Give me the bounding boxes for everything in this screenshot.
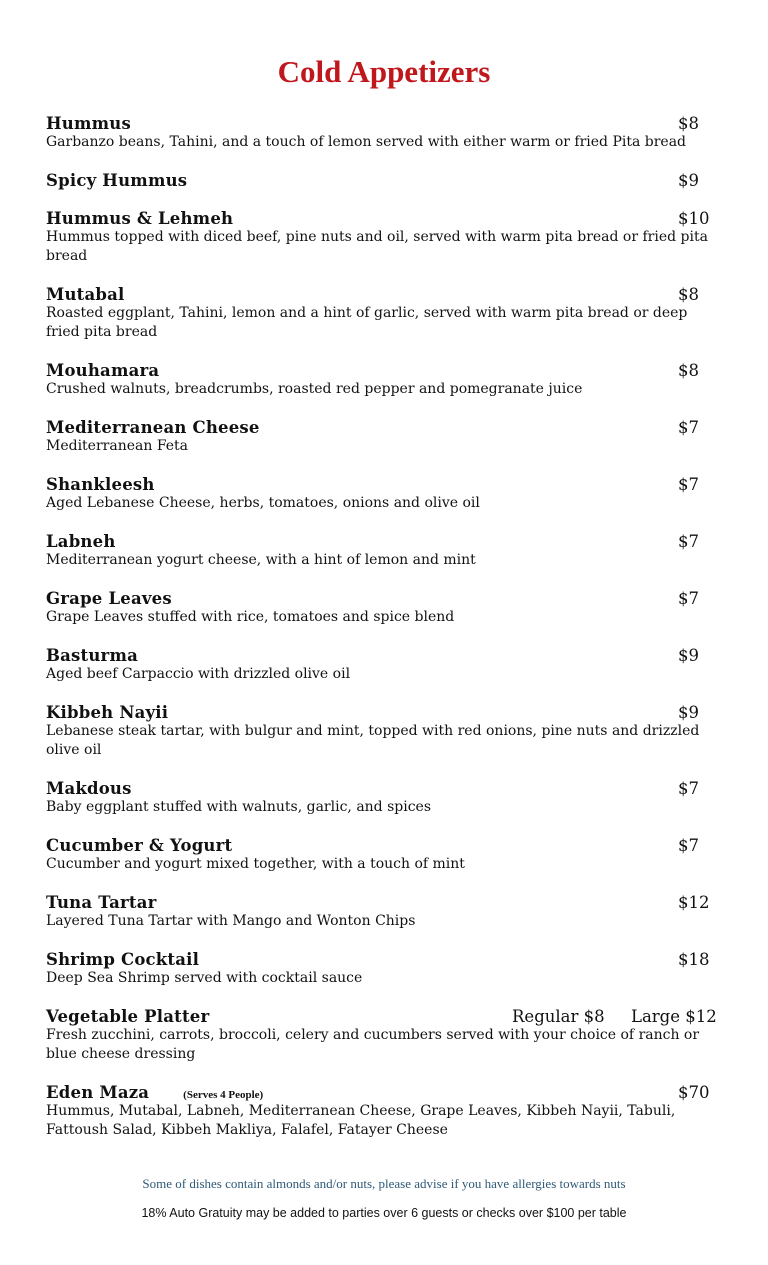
menu-item — [46, 646, 726, 684]
item-name: Mediterranean Cheese — [46, 418, 260, 437]
item-name: Vegetable Platter — [46, 1007, 210, 1026]
item-description: Hummus, Mutabal, Labneh, Mediterranean Cheese, Grape Leaves, Kibbeh Nayii, Tabuli, Fattoush Salad, Kibbeh Makliya, Falafel, Fatayer Cheese — [46, 1103, 676, 1138]
item-name: Grape Leaves — [46, 589, 172, 608]
menu-item — [46, 285, 726, 342]
item-price: Regular $8 — [512, 1007, 605, 1026]
item-name: Hummus & Lehmeh — [46, 209, 234, 228]
menu-list — [46, 114, 726, 1159]
item-description: Layered Tuna Tartar with Mango and Wonton Chips — [46, 913, 416, 929]
item-price: $9 — [678, 171, 699, 190]
item-price: $8 — [678, 361, 699, 380]
item-description: Mediterranean yogurt cheese, with a hint of lemon and mint — [46, 552, 476, 568]
menu-item-header — [46, 285, 726, 304]
item-price: $9 — [678, 646, 699, 665]
page-title: Cold Appetizers — [277, 54, 491, 89]
menu-item-header — [46, 589, 726, 608]
item-name: Eden Maza — [46, 1083, 150, 1102]
item-price: $7 — [678, 418, 699, 437]
item-note: (Serves 4 People) — [183, 1089, 264, 1101]
menu-item-header — [46, 114, 726, 133]
item-description: Grape Leaves stuffed with rice, tomatoes and spice blend — [46, 609, 455, 625]
item-description: Aged Lebanese Cheese, herbs, tomatoes, onions and olive oil — [46, 495, 480, 511]
item-name: Labneh — [46, 532, 116, 551]
item-price: $9 — [678, 703, 699, 722]
menu-item-header — [46, 532, 726, 551]
menu-item — [46, 418, 726, 456]
menu-item — [46, 589, 726, 627]
menu-item-header — [46, 1083, 726, 1102]
menu-item — [46, 1083, 726, 1140]
item-price: $8 — [678, 285, 699, 304]
item-description: Crushed walnuts, breadcrumbs, roasted red pepper and pomegranate juice — [46, 381, 583, 397]
item-price: $7 — [678, 836, 699, 855]
item-description: Roasted eggplant, Tahini, lemon and a hint of garlic, served with warm pita bread or deep fried pita bread — [46, 305, 688, 340]
item-name: Hummus — [46, 114, 131, 133]
item-price: $7 — [678, 532, 699, 551]
item-name: Shrimp Cocktail — [46, 950, 200, 969]
item-description: Baby eggplant stuffed with walnuts, garlic, and spices — [46, 799, 432, 815]
item-name: Basturma — [46, 646, 138, 665]
menu-item-header — [46, 1007, 726, 1026]
menu-item-header — [46, 950, 726, 969]
menu-item-header — [46, 171, 726, 190]
item-price: $7 — [678, 589, 699, 608]
item-description: Aged beef Carpaccio with drizzled olive oil — [46, 666, 351, 682]
item-price: $10 — [678, 209, 710, 228]
menu-item-header — [46, 209, 726, 228]
item-price: $70 — [678, 1083, 710, 1102]
item-price: $7 — [678, 779, 699, 798]
item-price: $12 — [678, 893, 710, 912]
item-price: Large $12 — [631, 1007, 717, 1026]
menu-item — [46, 893, 726, 931]
item-name: Makdous — [46, 779, 132, 798]
item-description: Deep Sea Shrimp served with cocktail sauce — [46, 970, 363, 986]
item-name: Shankleesh — [46, 475, 155, 494]
allergy-notice: Some of dishes contain almonds and/or nuts, please advise if you have allergies towards nuts — [142, 1176, 626, 1191]
menu-item-header — [46, 475, 726, 494]
menu-item-header — [46, 836, 726, 855]
item-name: Cucumber & Yogurt — [46, 836, 233, 855]
item-description: Cucumber and yogurt mixed together, with a touch of mint — [46, 856, 465, 872]
menu-item-header — [46, 893, 726, 912]
item-description: Hummus topped with diced beef, pine nuts and oil, served with warm pita bread or fried pita bread — [46, 229, 708, 264]
menu-item — [46, 532, 726, 570]
item-name: Mutabal — [46, 285, 125, 304]
menu-item — [46, 836, 726, 874]
item-name: Kibbeh Nayii — [46, 703, 169, 722]
menu-item-header — [46, 361, 726, 380]
item-name: Mouhamara — [46, 361, 160, 380]
menu-item — [46, 209, 726, 266]
menu-item-header — [46, 703, 726, 722]
gratuity-notice: 18% Auto Gratuity may be added to parties over 6 guests or checks over $100 per table — [141, 1206, 627, 1220]
item-name: Tuna Tartar — [46, 893, 157, 912]
menu-item — [46, 171, 726, 190]
menu-item — [46, 1007, 726, 1064]
menu-item — [46, 114, 726, 152]
item-description: Lebanese steak tartar, with bulgur and mint, topped with red onions, pine nuts and drizzled olive oil — [46, 723, 700, 758]
menu-item-header — [46, 418, 726, 437]
menu-item — [46, 950, 726, 988]
item-name: Spicy Hummus — [46, 171, 188, 190]
item-price: $7 — [678, 475, 699, 494]
item-description: Garbanzo beans, Tahini, and a touch of lemon served with either warm or fried Pita bread — [46, 134, 687, 150]
item-price: $8 — [678, 114, 699, 133]
menu-item — [46, 361, 726, 399]
item-description: Mediterranean Feta — [46, 438, 189, 454]
menu-item-header — [46, 779, 726, 798]
menu-item — [46, 475, 726, 513]
item-price: $18 — [678, 950, 710, 969]
item-description: Fresh zucchini, carrots, broccoli, celery and cucumbers served with your choice of ranch or blue cheese dressing — [46, 1027, 700, 1062]
menu-item-header — [46, 646, 726, 665]
menu-item — [46, 779, 726, 817]
menu-item — [46, 703, 726, 760]
